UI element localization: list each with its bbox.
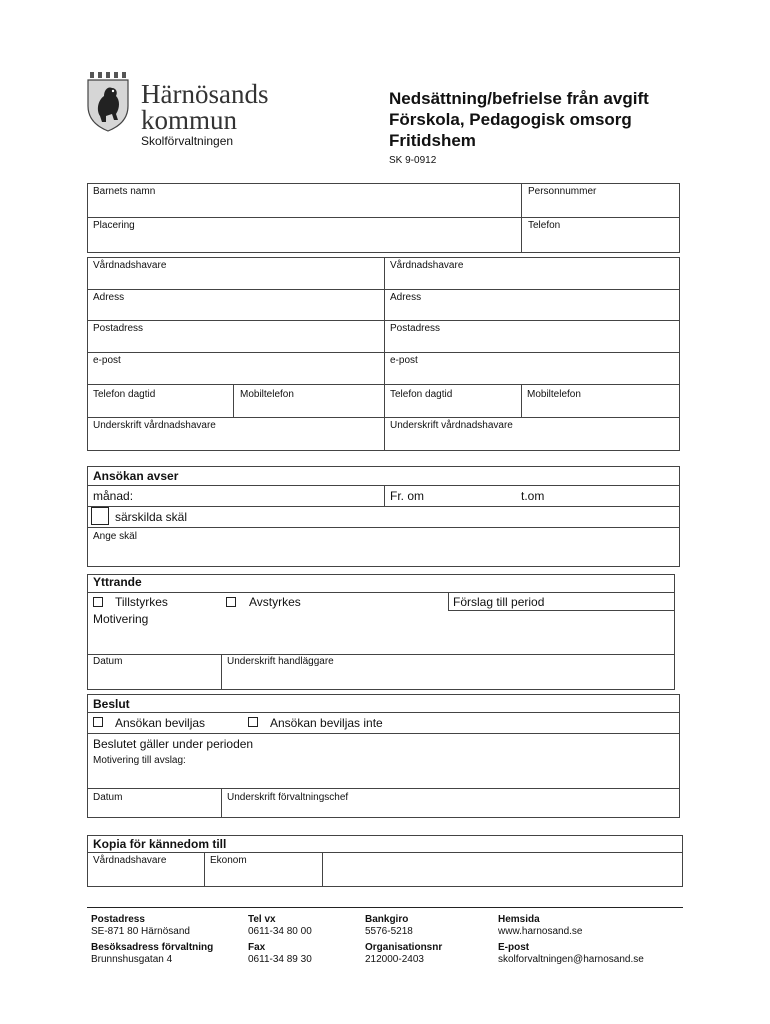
footer-fax-value: 0611-34 89 30: [248, 954, 312, 965]
form-code: SK 9-0912: [389, 155, 437, 166]
personal-number-field[interactable]: Personnummer: [528, 186, 597, 197]
copy-economy-field[interactable]: Ekonom: [210, 855, 247, 866]
not-granted-checkbox[interactable]: [248, 717, 258, 727]
decision-period-field[interactable]: Beslutet gäller under perioden: [93, 737, 254, 751]
statement-heading: Yttrande: [93, 575, 142, 589]
child-name-field[interactable]: Barnets namn: [93, 186, 156, 197]
form-title-line3: Fritidshem: [389, 131, 476, 150]
guardian1-postal-field[interactable]: Postadress: [93, 323, 144, 334]
guardian2-postal-field[interactable]: Postadress: [390, 323, 441, 334]
footer-email-link[interactable]: skolforvaltningen@harnosand.se: [498, 954, 644, 965]
guardian1-email-field[interactable]: e-post: [93, 355, 121, 366]
guardian2-email-field[interactable]: e-post: [390, 355, 418, 366]
guardian1-address-field[interactable]: Adress: [93, 292, 125, 303]
footer-postal-heading: Postadress: [91, 914, 145, 925]
footer-divider: [87, 907, 683, 908]
copy-heading: Kopia för kännedom till: [93, 837, 227, 851]
guardian2-mobile-field[interactable]: Mobiltelefon: [527, 389, 581, 400]
special-reasons-checkbox[interactable]: [91, 507, 109, 525]
to-date-field[interactable]: t.om: [521, 489, 545, 503]
form-title-line1: Nedsättning/befrielse från avgift: [389, 89, 649, 108]
guardian2-day-phone-field[interactable]: Telefon dagtid: [390, 389, 453, 400]
special-reasons-label: särskilda skäl: [115, 510, 188, 524]
director-signature-field[interactable]: Underskrift förvaltningschef: [227, 792, 349, 803]
from-date-field[interactable]: Fr. om: [390, 489, 425, 503]
application-heading: Ansökan avser: [93, 469, 179, 483]
rejection-motivation-field[interactable]: Motivering till avslag:: [93, 755, 186, 766]
org-name-line2: kommun: [141, 105, 238, 135]
phone-field[interactable]: Telefon: [528, 220, 561, 231]
guardian2-name-field[interactable]: Vårdnadshavare: [390, 260, 464, 271]
form-title-line2: Förskola, Pedagogisk omsorg: [389, 110, 632, 129]
reasons-field[interactable]: Ange skäl: [93, 531, 137, 542]
reject-label: Avstyrkes: [249, 595, 301, 609]
org-name-line1: Härnösands: [141, 79, 269, 109]
footer-orgnr-value: 212000-2403: [365, 954, 424, 965]
granted-checkbox[interactable]: [93, 717, 103, 727]
month-field[interactable]: månad:: [93, 489, 134, 503]
decision-heading: Beslut: [93, 697, 130, 711]
footer-visit-value: Brunnshusgatan 4: [91, 954, 173, 965]
guardian1-name-field[interactable]: Vårdnadshavare: [93, 260, 167, 271]
guardian2-address-field[interactable]: Adress: [390, 292, 422, 303]
footer-web-link[interactable]: www.harnosand.se: [498, 926, 583, 937]
footer-orgnr-heading: Organisationsnr: [365, 942, 443, 953]
guardian1-day-phone-field[interactable]: Telefon dagtid: [93, 389, 156, 400]
coat-of-arms-logo: [86, 72, 130, 132]
approve-label: Tillstyrkes: [115, 595, 168, 609]
footer-visit-heading: Besöksadress förvaltning: [91, 942, 214, 953]
footer-fax-heading: Fax: [248, 942, 266, 953]
officer-signature-field[interactable]: Underskrift handläggare: [227, 656, 334, 667]
guardian1-mobile-field[interactable]: Mobiltelefon: [240, 389, 294, 400]
decision-date-field[interactable]: Datum: [93, 792, 123, 803]
placement-field[interactable]: Placering: [93, 220, 135, 231]
copy-guardian-field[interactable]: Vårdnadshavare: [93, 855, 167, 866]
department-name: Skolförvaltningen: [141, 134, 234, 148]
footer-web-heading: Hemsida: [498, 914, 540, 925]
not-granted-label: Ansökan beviljas inte: [270, 716, 383, 730]
footer-tel-value: 0611-34 80 00: [248, 926, 312, 937]
footer-tel-heading: Tel vx: [248, 914, 276, 925]
footer-bank-heading: Bankgiro: [365, 914, 409, 925]
footer-bank-value: 5576-5218: [365, 926, 413, 937]
footer-postal-value: SE-871 80 Härnösand: [91, 926, 190, 937]
footer-email-heading: E-post: [498, 942, 530, 953]
proposed-period-field[interactable]: Förslag till period: [453, 595, 545, 609]
reject-checkbox[interactable]: [226, 597, 236, 607]
statement-date-field[interactable]: Datum: [93, 656, 123, 667]
guardian1-signature-field[interactable]: Underskrift vårdnadshavare: [93, 420, 216, 431]
approve-checkbox[interactable]: [93, 597, 103, 607]
motivation-field[interactable]: Motivering: [93, 612, 149, 626]
guardian2-signature-field[interactable]: Underskrift vårdnadshavare: [390, 420, 513, 431]
granted-label: Ansökan beviljas: [115, 716, 206, 730]
